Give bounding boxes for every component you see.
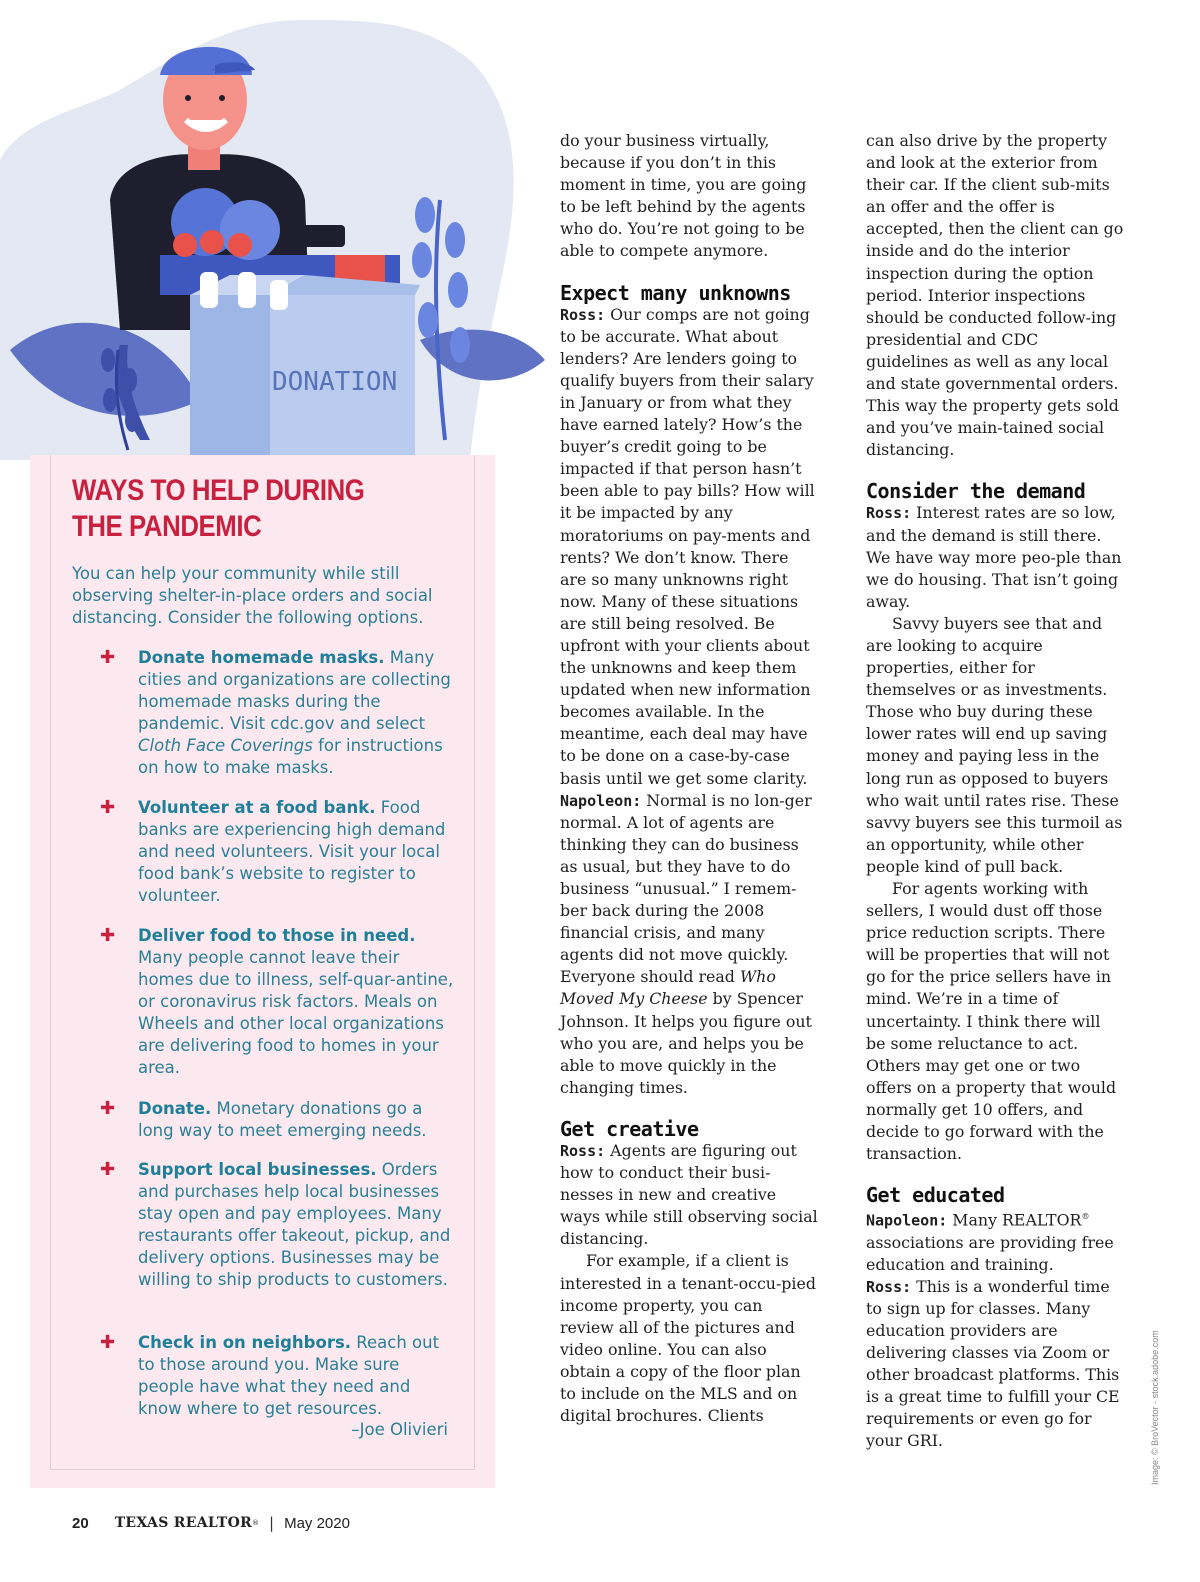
registered-mark: ® xyxy=(1081,1212,1090,1222)
tip-item xyxy=(100,797,456,907)
paragraph: Savvy buyers see that and are looking to acquire properties, either for themselves or as investments. Those who buy during these lower rates will end up saving money and paying less in the long run as opposed to buyers who wait until rates rise. These savvy buyers see this turmoil as an opportunity, while other people kind of pull back. xyxy=(866,613,1123,876)
paragraph-text: by Spencer Johnson. It helps you figure out who you are, and helps you be able to move quickly in the changing times. xyxy=(560,989,812,1097)
tip-title: Donate homemade masks. xyxy=(138,648,385,667)
tip-item xyxy=(100,1098,456,1142)
donation-box-icon xyxy=(190,272,420,455)
sidebar-attribution: –Joe Olivieri xyxy=(351,1420,448,1439)
tip-title: Volunteer at a food bank. xyxy=(138,798,376,817)
volunteer-donation-illustration xyxy=(0,0,560,460)
paragraph-text: This is a wonderful time to sign up for classes. Many education providers are delivering classes via Zoom or other broadcast platforms. This is a great time to fulfill your CE requirements or even go for your GRI. xyxy=(866,1276,1120,1451)
paragraph-text: Our comps are not going to be accurate. What about lenders? Are lenders going to qualify buyers from their salary in January or from what they have earned lately? How’s the buyer’s credit going to be impacted if that person hasn’t been able to pay bills? How will it be impacted by any moratoriums on pay-ments and rents? We don’t know. There are so many unknowns right now. Many of these situations are still being resolved. Be upfront with your clients about the unknowns and keep them updated when new information becomes available. In the meantime, each deal may have to be done on a case-by-case basis until we get some clarity. xyxy=(560,304,815,788)
page-number: 20 xyxy=(72,1514,89,1532)
sidebar-title: WAYS TO HELP DURING THE PANDEMIC xyxy=(72,474,365,543)
paragraph xyxy=(866,1276,1124,1453)
paragraph xyxy=(866,502,1124,612)
paragraph: do your business virtually, because if you don’t in this moment in time, you are going to be left behind by the agents who do. You’re not going to be able to compete anymore. xyxy=(560,131,807,261)
section-heading-educated: Get educated xyxy=(866,1183,1005,1208)
speaker-label: Ross: xyxy=(866,1277,912,1296)
tip-title: Support local businesses. xyxy=(138,1160,377,1179)
plus-icon: ✚ xyxy=(100,1159,116,1180)
tip-body: Food banks are experiencing high demand and need volunteers. Visit your local food bank’s website to register to volunteer. xyxy=(138,798,446,905)
plus-icon: ✚ xyxy=(100,925,116,946)
tip-title: Donate. xyxy=(138,1099,212,1118)
paragraph: For example, if a client is interested in a tenant-occu-pied income property, you can review all of the pictures and video online. You can also obtain a copy of the floor plan to include on the MLS and on digital brochures. Clients xyxy=(560,1251,816,1426)
tip-body: Reach out to those around you. Make sure people have what they need and know where to get resources. xyxy=(138,1333,440,1418)
tip-item xyxy=(100,647,456,779)
paragraph: For agents working with sellers, I would dust off those price reduction scripts. There will be properties that will not go for the price sellers have in mind. We’re in a time of uncertainty. I think there will be some reluctance to act. Others may get one or two offers on a property that would normally get 10 offers, and decide to go forward with the transaction. xyxy=(866,879,1117,1164)
paragraph xyxy=(560,790,818,1099)
realtor-mark: REALTOR xyxy=(1002,1210,1082,1230)
paragraph xyxy=(866,1206,1124,1276)
tip-title: Deliver food to those in need. xyxy=(138,926,416,945)
section-heading-creative: Get creative xyxy=(560,1116,699,1141)
article-column-1 xyxy=(560,130,818,1427)
tip-body-end: for instructions on how to make masks. xyxy=(138,736,443,777)
plus-icon: ✚ xyxy=(100,797,116,818)
donation-box-label: DONATION xyxy=(272,367,398,397)
speaker-label: Napoleon: xyxy=(560,791,642,810)
paragraph xyxy=(560,1140,818,1250)
magazine-name: TEXAS REALTOR xyxy=(114,1515,253,1531)
tip-item xyxy=(100,1332,456,1420)
tip-body: Orders and purchases help local businesses stay open and pay employees. Many restaurants offer takeout, pickup, and delivery options. Businesses may be willing to ship products to customers. xyxy=(138,1160,451,1289)
tip-item xyxy=(100,1159,456,1291)
speaker-label: Ross: xyxy=(560,305,606,324)
footer-separator: | xyxy=(269,1514,275,1532)
paragraph-text: Normal is no lon-ger normal. A lot of agents are thinking they can do business as usual, but they have to do business “unusual.” I remem-ber back during the 2008 financial crisis, and many agents did not move quickly. Everyone should read xyxy=(560,790,812,987)
tip-item xyxy=(100,925,456,1079)
paragraph xyxy=(560,304,818,790)
image-credit: Image: © BroVector - stock.adobe.com xyxy=(1150,1330,1160,1485)
page-footer xyxy=(72,1514,350,1532)
speaker-label: Ross: xyxy=(560,1141,606,1160)
section-heading-unknowns: Expect many unknowns xyxy=(560,280,791,305)
issue-date: May 2020 xyxy=(284,1514,350,1532)
paragraph-text: Agents are figuring out how to conduct their busi-nesses in new and creative ways while still observing social distancing. xyxy=(560,1140,818,1249)
paragraph-text: associations are providing free education and training. xyxy=(866,1232,1114,1274)
plus-icon: ✚ xyxy=(100,647,116,668)
book-title: Who Moved My Cheese xyxy=(560,967,776,1009)
speaker-label: Ross: xyxy=(866,504,912,523)
tip-body: Monetary donations go a long way to meet emerging needs. xyxy=(138,1099,427,1140)
tip-body: Many cities and organizations are collecting homemade masks during the pandemic. Visit cdc.gov and select xyxy=(138,648,451,733)
paragraph: can also drive by the property and look at the exterior from their car. If the client sub-mits an offer and the offer is accepted, then the client can go inside and do the interior inspection during the option period. Interior inspections should be conducted follow-ing presidential and CDC guidelines as well as any local and state governmental orders. This way the property gets sold and you’ve main-tained social distancing. xyxy=(866,131,1124,460)
section-heading-demand: Consider the demand xyxy=(866,479,1086,504)
speaker-label: Napoleon: xyxy=(866,1211,948,1230)
tip-body: Many people cannot leave their homes due to illness, self-quar-antine, or coronavirus risk factors. Meals on Wheels and other local organizations are delivering food to homes in your area. xyxy=(138,948,454,1077)
sidebar-intro: You can help your community while still observing shelter-in-place orders and social distancing. Consider the following options. xyxy=(72,564,433,627)
paragraph-text: Interest rates are so low, and the demand is still there. We have way more peo-ple than we do housing. That isn’t going away. xyxy=(866,503,1122,611)
tip-title: Check in on neighbors. xyxy=(138,1333,352,1352)
tip-body-emphasis: Cloth Face Coverings xyxy=(138,736,313,755)
article-column-2 xyxy=(866,130,1124,1453)
plus-icon: ✚ xyxy=(100,1332,116,1353)
plus-icon: ✚ xyxy=(100,1098,116,1119)
registered-mark: ® xyxy=(252,1519,260,1527)
paragraph-text: Many xyxy=(947,1210,1003,1230)
